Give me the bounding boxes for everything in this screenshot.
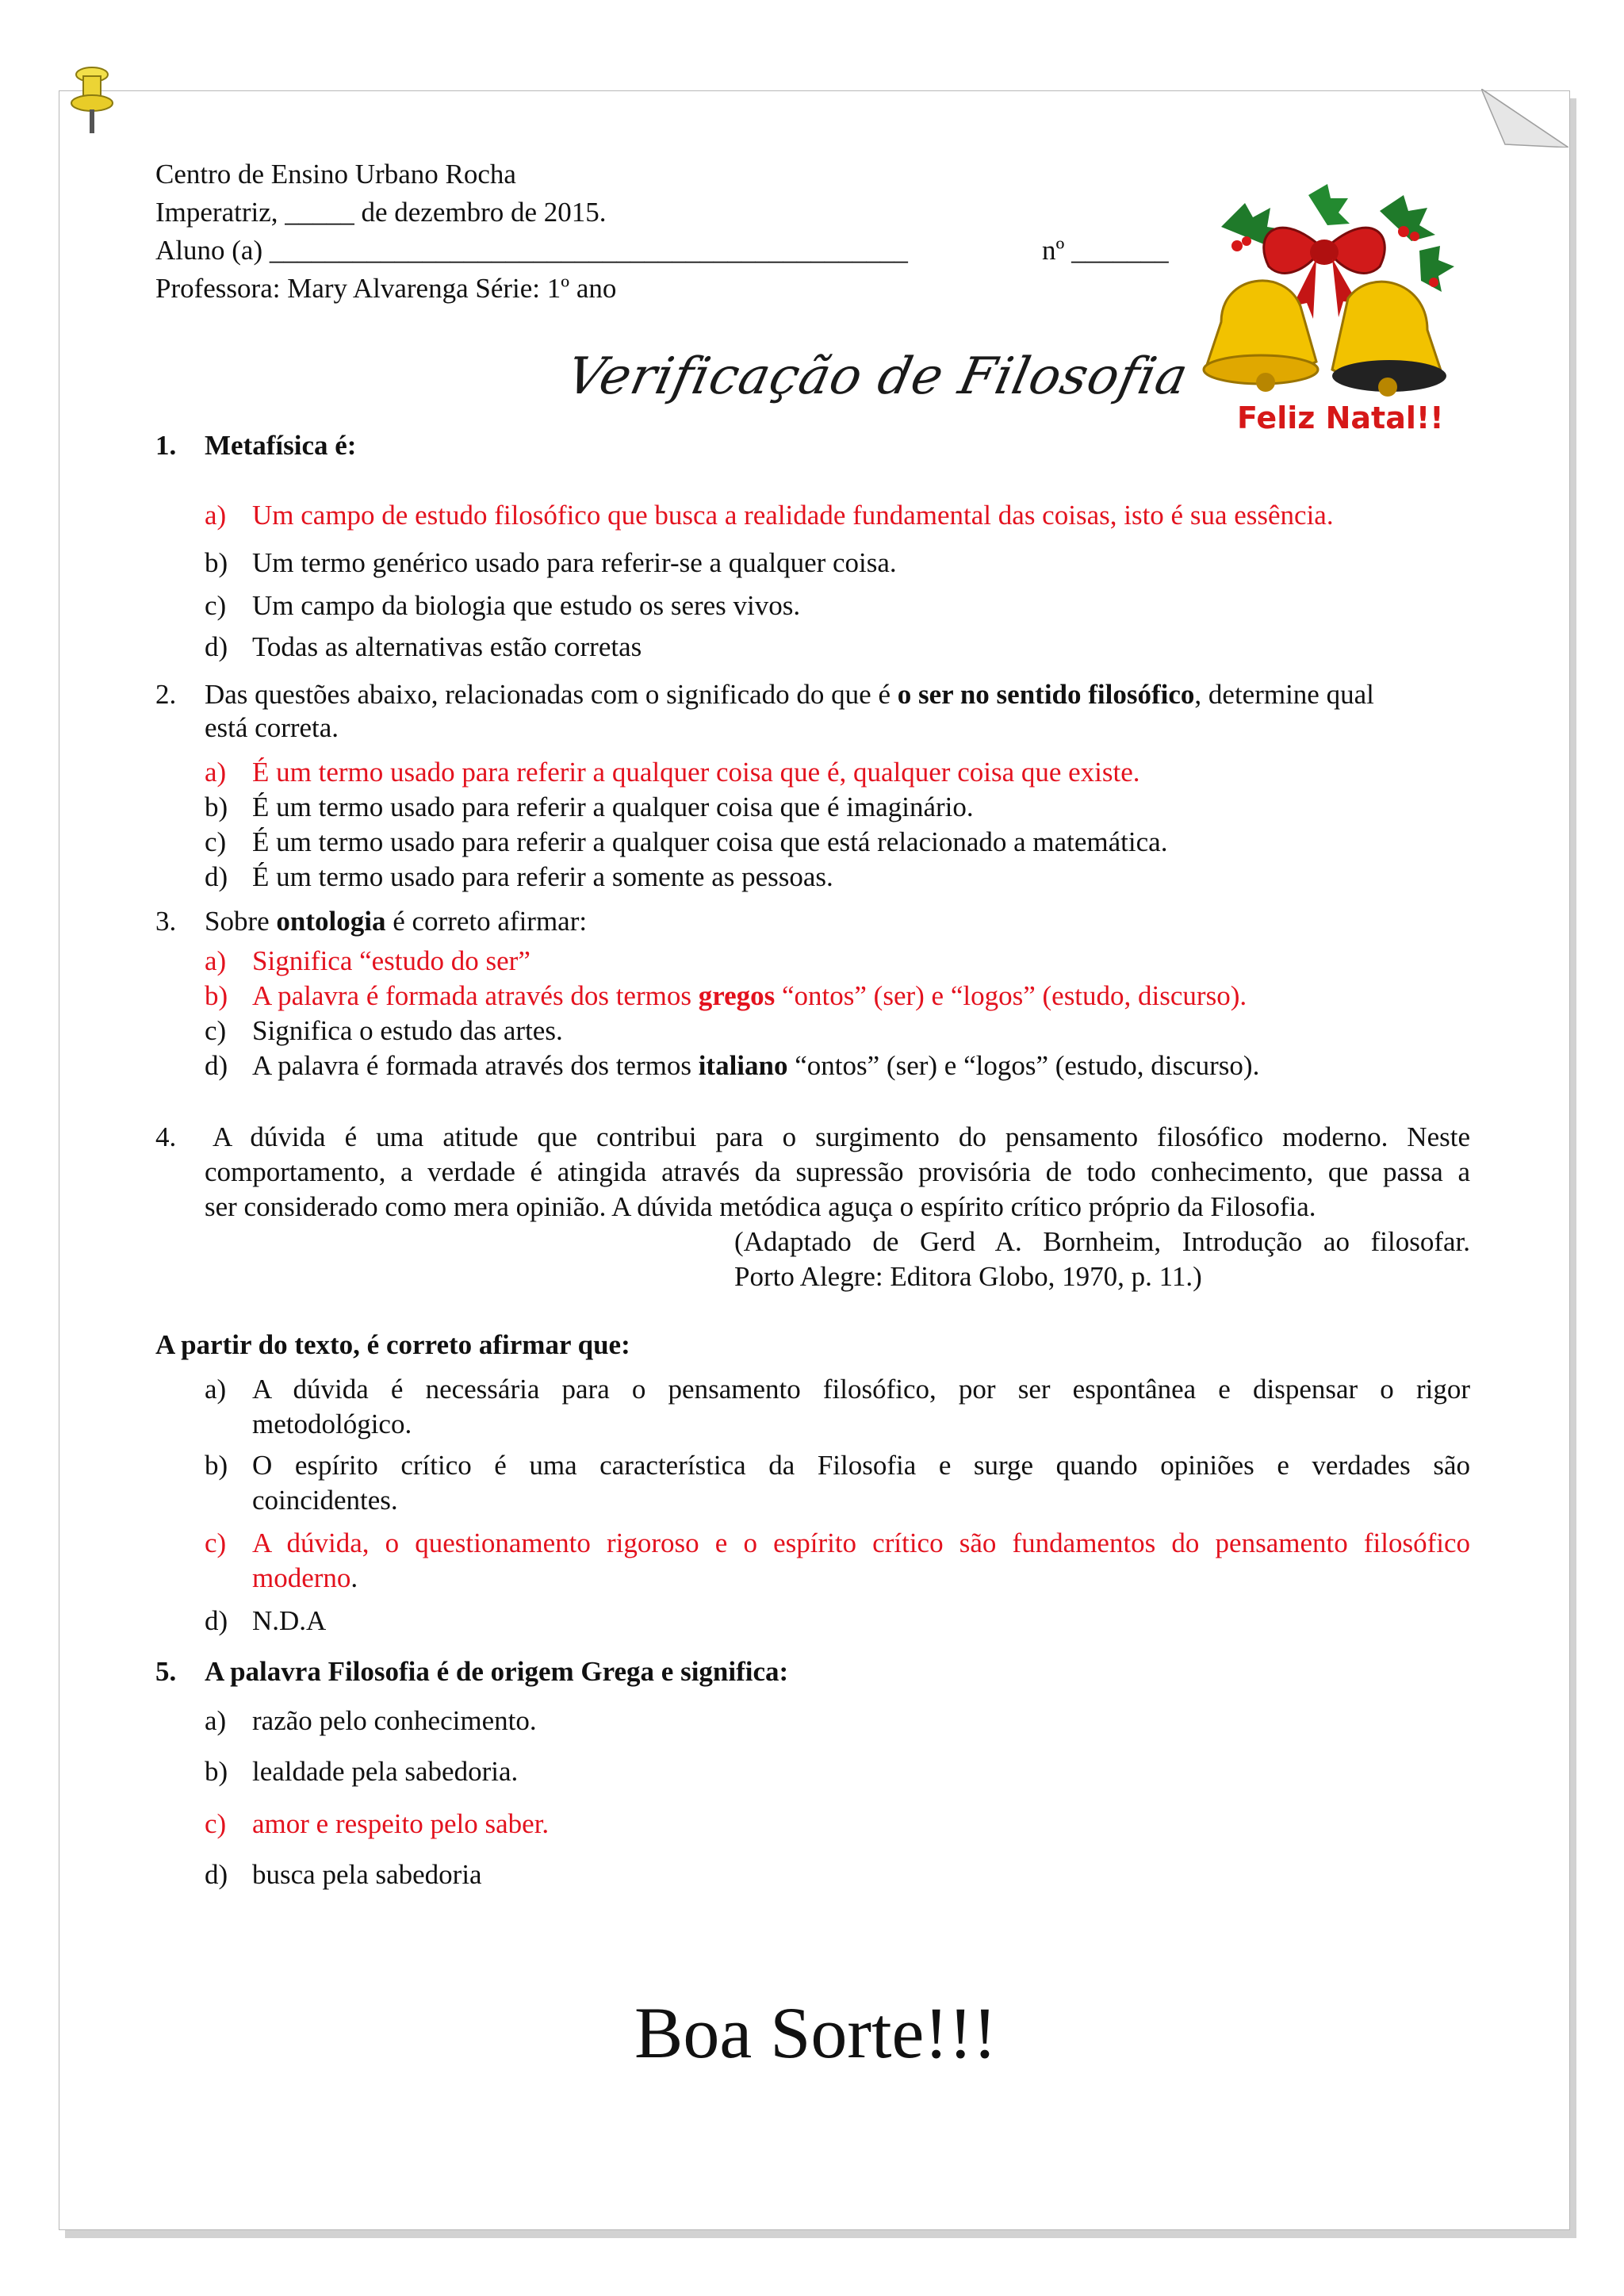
q1-option-c-letter: c) xyxy=(205,590,227,621)
q4-option-a-letter: a) xyxy=(205,1374,227,1405)
q4-option-c-line2: moderno. xyxy=(252,1562,358,1593)
q2-option-c-letter: c) xyxy=(205,826,227,857)
q2-prompt-line2: está correta. xyxy=(205,712,339,743)
q4-option-b-letter: b) xyxy=(205,1450,228,1481)
q4-option-c-letter: c) xyxy=(205,1527,227,1558)
q2-option-a-letter: a) xyxy=(205,757,227,788)
q2-option-a-text: É um termo usado para referir a qualquer coisa que é, qualquer coisa que existe. xyxy=(252,757,1140,788)
q4-citation-line2: Porto Alegre: Editora Globo, 1970, p. 11.) xyxy=(734,1261,1202,1292)
q1-option-b-text: Um termo genérico usado para referir-se a qualquer coisa. xyxy=(252,547,897,578)
q3-option-c-letter: c) xyxy=(205,1015,227,1046)
q4-paragraph-line3: ser considerado como mera opinião. A dúvida metódica aguça o espírito crítico próprio da Filosofia. xyxy=(205,1191,1316,1222)
q4-paragraph-line2: comportamento, a verdade é atingida através da supressão provisória de todo conhecimento, que passa a xyxy=(205,1156,1470,1187)
q1-option-d-letter: d) xyxy=(205,631,228,662)
q3-prompt: Sobre ontologia é correto afirmar: xyxy=(205,906,588,937)
page-curl-corner xyxy=(1481,89,1568,148)
q4-option-d-text: N.D.A xyxy=(252,1605,327,1636)
page-title: Verificação de Filosofia xyxy=(561,347,1193,406)
pushpin-icon xyxy=(70,65,114,138)
student-name-line: Aluno (a) ______________________________________________ xyxy=(155,235,908,266)
q4-option-a-line1: A dúvida é necessária para o pensamento filosófico, por ser espontânea e dispensar o rigor xyxy=(252,1374,1470,1405)
closing-good-luck: Boa Sorte!!! xyxy=(634,1992,998,2073)
q3-option-b-text: A palavra é formada através dos termos gregos “ontos” (ser) e “logos” (estudo, discurso). xyxy=(252,980,1247,1011)
q4-citation-line1: (Adaptado de Gerd A. Bornheim, Introdução ao filosofar. xyxy=(734,1226,1470,1257)
q2-option-d-text: É um termo usado para referir a somente as pessoas. xyxy=(252,861,833,892)
q2-option-b-text: É um termo usado para referir a qualquer coisa que é imaginário. xyxy=(252,792,974,822)
q3-option-d-text: A palavra é formada através dos termos italiano “ontos” (ser) e “logos” (estudo, discurso). xyxy=(252,1050,1260,1081)
q3-option-c-text: Significa o estudo das artes. xyxy=(252,1015,563,1046)
q1-prompt: Metafísica é: xyxy=(205,430,357,461)
q3-option-d-letter: d) xyxy=(205,1050,228,1081)
q4-option-c-line1: A dúvida, o questionamento rigoroso e o espírito crítico são fundamentos do pensamento filosófico xyxy=(252,1527,1470,1558)
q5-number: 5. xyxy=(155,1656,177,1687)
q5-option-b-letter: b) xyxy=(205,1756,228,1787)
q5-option-a-text: razão pelo conhecimento. xyxy=(252,1705,537,1736)
student-number-line: nº _______ xyxy=(1042,235,1169,266)
q4-number: 4. xyxy=(155,1121,177,1152)
q4-option-a-line2: metodológico. xyxy=(252,1409,412,1439)
q5-option-d-letter: d) xyxy=(205,1859,228,1890)
school-name: Centro de Ensino Urbano Rocha xyxy=(155,159,516,190)
q1-option-b-letter: b) xyxy=(205,547,228,578)
date-line: Imperatriz, _____ de dezembro de 2015. xyxy=(155,197,607,228)
q2-option-d-letter: d) xyxy=(205,861,228,892)
q1-option-a-text: Um campo de estudo filosófico que busca a realidade fundamental das coisas, isto é sua essência. xyxy=(252,500,1334,531)
teacher-series-line: Professora: Mary Alvarenga Série: 1º ano xyxy=(155,273,617,304)
q4-paragraph-line1: A dúvida é uma atitude que contribui para o surgimento do pensamento filosófico moderno. Neste xyxy=(213,1121,1470,1152)
q4-prompt: A partir do texto, é correto afirmar que: xyxy=(155,1329,630,1360)
q2-prompt: Das questões abaixo, relacionadas com o significado do que é o ser no sentido filosófico, determine qual xyxy=(205,679,1374,710)
christmas-bells-image xyxy=(1189,179,1459,438)
q3-option-b-letter: b) xyxy=(205,980,228,1011)
q3-option-a-letter: a) xyxy=(205,945,227,976)
golden-bell-right-icon xyxy=(1332,282,1446,397)
q2-option-b-letter: b) xyxy=(205,792,228,822)
q1-option-d-text: Todas as alternativas estão corretas xyxy=(252,631,642,662)
q3-option-a-text: Significa “estudo do ser” xyxy=(252,945,530,976)
q1-number: 1. xyxy=(155,430,177,461)
q1-option-a-letter: a) xyxy=(205,500,227,531)
q2-number: 2. xyxy=(155,679,177,710)
q5-option-b-text: lealdade pela sabedoria. xyxy=(252,1756,519,1787)
q5-option-c-text: amor e respeito pelo saber. xyxy=(252,1808,550,1839)
q5-option-a-letter: a) xyxy=(205,1705,227,1736)
feliz-natal-text: Feliz Natal!! xyxy=(1237,401,1444,435)
q4-option-b-line1: O espírito crítico é uma característica da Filosofia e surge quando opiniões e verdades são xyxy=(252,1450,1470,1481)
q5-prompt: A palavra Filosofia é de origem Grega e significa: xyxy=(205,1656,789,1687)
q3-number: 3. xyxy=(155,906,177,937)
q5-option-c-letter: c) xyxy=(205,1808,227,1839)
q2-option-c-text: É um termo usado para referir a qualquer coisa que está relacionado a matemática. xyxy=(252,826,1168,857)
q1-option-c-text: Um campo da biologia que estudo os seres vivos. xyxy=(252,590,801,621)
q5-option-d-text: busca pela sabedoria xyxy=(252,1859,482,1890)
q4-option-d-letter: d) xyxy=(205,1605,228,1636)
q4-option-b-line2: coincidentes. xyxy=(252,1485,398,1516)
